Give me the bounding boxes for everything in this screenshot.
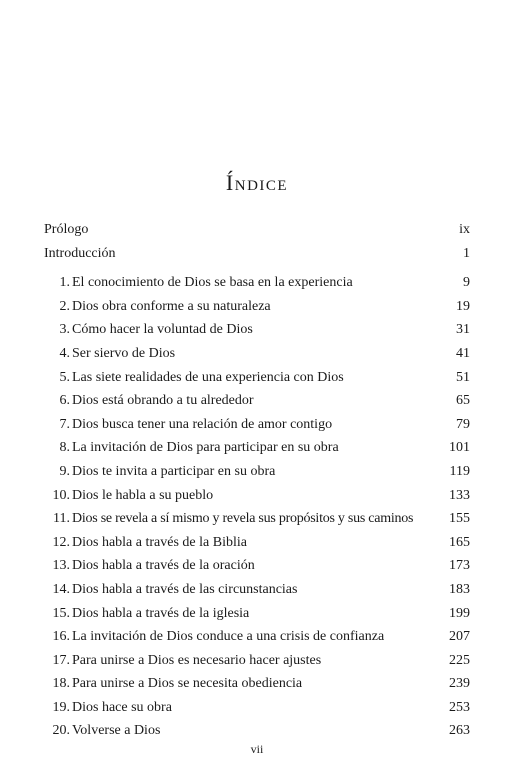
toc-entry-chapter <box>44 484 470 508</box>
chapter-page: 199 <box>449 605 470 621</box>
toc-entry-chapter <box>44 696 470 720</box>
chapter-page: 207 <box>449 629 470 645</box>
chapter-page: 263 <box>449 723 470 739</box>
toc-entry-chapter <box>44 578 470 602</box>
chapter-title: Dios hace su obra <box>72 699 172 715</box>
chapter-number: 1. <box>59 275 70 291</box>
toc-entry-chapter <box>44 271 470 295</box>
front-matter-list <box>44 218 470 265</box>
toc-entry-chapter <box>44 295 470 319</box>
chapter-page: 239 <box>449 676 470 692</box>
chapter-number: 16. <box>52 629 70 645</box>
chapter-title: Las siete realidades de una experiencia con Dios <box>72 369 344 385</box>
chapter-page: 173 <box>449 558 470 574</box>
chapter-number: 6. <box>59 393 70 409</box>
chapter-number: 18. <box>52 676 70 692</box>
chapter-page: 79 <box>456 416 470 432</box>
chapter-title: Dios está obrando a tu alrededor <box>72 393 254 409</box>
toc-entry-label: Prólogo <box>44 222 89 237</box>
chapter-title: Volverse a Dios <box>72 723 161 739</box>
chapter-title: Dios te invita a participar en su obra <box>72 463 276 479</box>
toc-entry-front-matter <box>44 218 470 242</box>
chapter-page: 225 <box>449 652 470 668</box>
chapter-page: 155 <box>449 511 470 527</box>
toc-entry-chapter <box>44 436 470 460</box>
chapter-page: 133 <box>449 487 470 503</box>
chapter-title: Dios habla a través de la iglesia <box>72 605 250 621</box>
chapter-page: 19 <box>456 298 470 314</box>
chapter-page: 253 <box>449 699 470 715</box>
toc-entry-front-matter <box>44 242 470 266</box>
chapter-title: Dios se revela a sí mismo y revela sus propósitos y sus caminos <box>72 511 414 527</box>
chapter-title: Para unirse a Dios se necesita obediencia <box>72 676 303 692</box>
chapter-number: 4. <box>59 345 70 361</box>
toc-entry-chapter <box>44 649 470 673</box>
page-title: Índice <box>225 170 289 195</box>
chapter-page: 65 <box>456 393 470 409</box>
chapter-title: La invitación de Dios conduce a una crisis de confianza <box>72 629 385 645</box>
chapter-title: Para unirse a Dios es necesario hacer ajustes <box>72 652 322 668</box>
chapter-page: 31 <box>456 322 470 338</box>
chapter-number: 17. <box>52 652 70 668</box>
chapter-list <box>44 271 470 743</box>
chapter-number: 5. <box>59 369 70 385</box>
chapter-number: 20. <box>52 723 70 739</box>
chapter-page: 165 <box>449 534 470 550</box>
chapter-number: 11. <box>53 511 70 527</box>
table-of-contents <box>44 218 470 743</box>
chapter-title: Dios le habla a su pueblo <box>72 487 214 503</box>
chapter-title: Dios habla a través de las circunstancias <box>72 581 298 597</box>
chapter-number: 14. <box>52 581 70 597</box>
toc-entry-chapter <box>44 389 470 413</box>
toc-entry-chapter <box>44 342 470 366</box>
chapter-title: El conocimiento de Dios se basa en la experiencia <box>72 275 353 291</box>
chapter-title: Cómo hacer la voluntad de Dios <box>72 322 253 338</box>
toc-entry-chapter <box>44 531 470 555</box>
chapter-title: Dios obra conforme a su naturaleza <box>72 298 271 314</box>
chapter-number: 12. <box>52 534 70 550</box>
toc-entry-page: 1 <box>463 245 470 261</box>
toc-entry-chapter <box>44 460 470 484</box>
chapter-number: 13. <box>52 558 70 574</box>
toc-entry-chapter <box>44 507 470 531</box>
chapter-title: Dios habla a través de la oración <box>72 558 255 574</box>
chapter-page: 41 <box>456 345 470 361</box>
chapter-page: 119 <box>449 463 470 479</box>
chapter-page: 183 <box>449 581 470 597</box>
chapter-title: La invitación de Dios para participar en su obra <box>72 440 339 456</box>
chapter-page: 101 <box>449 440 470 456</box>
toc-entry-page: ix <box>459 222 470 237</box>
chapter-number: 9. <box>59 463 70 479</box>
chapter-number: 15. <box>52 605 70 621</box>
chapter-page: 9 <box>463 275 470 291</box>
toc-entry-chapter <box>44 602 470 626</box>
toc-entry-chapter <box>44 366 470 390</box>
toc-entry-chapter <box>44 625 470 649</box>
toc-entry-chapter <box>44 413 470 437</box>
toc-entry-chapter <box>44 719 470 743</box>
chapter-page: 51 <box>456 369 470 385</box>
chapter-number: 8. <box>59 440 70 456</box>
toc-entry-chapter <box>44 318 470 342</box>
chapter-number: 2. <box>59 298 70 314</box>
chapter-number: 3. <box>59 322 70 338</box>
toc-entry-chapter <box>44 672 470 696</box>
chapter-title: Dios habla a través de la Biblia <box>72 534 247 550</box>
chapter-number: 19. <box>52 699 70 715</box>
page-number-footer: vii <box>250 742 264 756</box>
chapter-number: 7. <box>59 416 70 432</box>
chapter-title: Ser siervo de Dios <box>72 345 176 361</box>
toc-entry-label: Introducción <box>44 245 116 261</box>
toc-entry-chapter <box>44 554 470 578</box>
chapter-number: 10. <box>52 487 70 503</box>
chapter-title: Dios busca tener una relación de amor contigo <box>72 416 333 432</box>
